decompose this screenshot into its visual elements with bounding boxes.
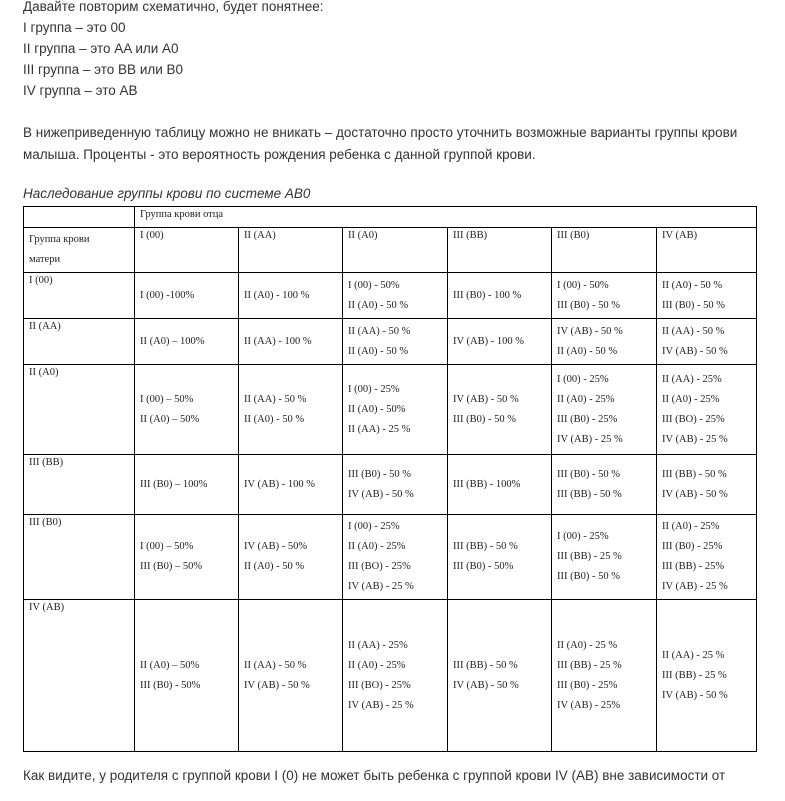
result-cell: [239, 273, 343, 319]
table-row: [24, 319, 757, 365]
result-line: III (B0) - 50%: [140, 679, 201, 691]
result-line: II (A0) - 50 %: [348, 345, 409, 357]
result-cell: [552, 319, 657, 365]
result-line: II (AA) - 25%: [662, 373, 722, 385]
result-line: III (B0) - 25%: [557, 679, 618, 691]
result-line: I (00) – 50%: [140, 541, 194, 552]
result-cell: [657, 273, 757, 319]
result-line: II (AA) - 25%: [348, 639, 408, 651]
result-line: III (B0) - 50 %: [557, 468, 620, 480]
result-line: III (BB) - 50 %: [662, 468, 727, 480]
result-line: IV (AB) - 25 %: [557, 433, 623, 445]
intro-line: I группа – это 00: [23, 20, 126, 35]
result-cell: [657, 600, 757, 752]
result-line: III (BO) - 25%: [348, 679, 411, 691]
column-header-row: [24, 228, 757, 273]
result-line: II (A0) - 25 %: [557, 639, 618, 651]
result-line: III (BO) - 25%: [662, 413, 725, 425]
result-line: IV (AB) - 25 %: [662, 433, 728, 445]
result-cell: [239, 455, 343, 515]
result-cell: [552, 600, 657, 752]
result-line: IV (AB) - 50 %: [557, 325, 623, 337]
table-row: [24, 365, 757, 455]
result-line: II (AA) - 50 %: [244, 659, 307, 671]
intro-line: IV группа – это AB: [23, 83, 138, 98]
row-label: I (00): [24, 273, 135, 319]
result-line: II (A0) - 100 %: [244, 289, 310, 301]
result-cell: [657, 455, 757, 515]
column-header: II (AA): [239, 228, 343, 273]
result-cell: [657, 515, 757, 600]
result-line: III (BB) - 25 %: [557, 659, 622, 671]
result-line: IV (AB) - 50 %: [348, 488, 414, 500]
result-line: II (A0) - 25%: [348, 541, 406, 552]
row-label: III (B0): [24, 515, 135, 600]
result-cell: [448, 319, 552, 365]
result-line: II (A0) - 50 %: [244, 413, 305, 425]
result-line: III (B0) – 50%: [140, 561, 203, 572]
result-line: IV (AB) - 50 %: [244, 679, 310, 691]
result-cell: [552, 273, 657, 319]
father-header: Группа крови отца: [135, 207, 757, 228]
result-cell: [448, 273, 552, 319]
result-cell: [343, 515, 448, 600]
column-header: IV (AB): [657, 228, 757, 273]
result-line: IV (AB) - 25 %: [348, 581, 414, 592]
result-line: III (BB) - 50 %: [557, 488, 622, 500]
result-line: III (B0) - 25%: [662, 541, 723, 552]
row-label: II (A0): [24, 365, 135, 455]
result-line: IV (AB) - 50 %: [453, 393, 519, 405]
result-line: IV (AB) - 50 %: [662, 345, 728, 357]
result-line: IV (AB) - 50 %: [662, 488, 728, 500]
result-line: I (00) -100%: [140, 289, 195, 301]
result-line: II (A0) - 25%: [662, 521, 720, 532]
result-line: II (AA) - 50 %: [244, 393, 307, 405]
result-cell: [239, 365, 343, 455]
result-line: II (A0) - 25%: [557, 393, 615, 405]
table-row: [24, 515, 757, 600]
result-line: IV (AB) - 50%: [244, 541, 308, 552]
intro-line: II группа – это AA или A0: [23, 41, 179, 56]
result-cell: [343, 600, 448, 752]
result-line: I (00) - 25%: [557, 531, 609, 542]
result-line: II (A0) – 50%: [140, 413, 200, 425]
result-line: III (B0) - 50 %: [557, 571, 620, 582]
result-line: III (BB) - 50 %: [453, 541, 518, 552]
table-row: [24, 600, 757, 752]
column-header: I (00): [135, 228, 239, 273]
result-line: II (A0) - 50 %: [244, 561, 305, 572]
result-cell: [135, 273, 239, 319]
result-cell: [343, 455, 448, 515]
result-cell: [552, 455, 657, 515]
explanation-paragraph: В нижеприведенную таблицу можно не вникать – достаточно просто уточнить возможные варианты группы крови малыша. Проценты - это вероятность рождения ребенка с данной группой крови.: [23, 125, 738, 162]
result-line: IV (AB) - 25 %: [662, 581, 728, 592]
result-cell: [552, 515, 657, 600]
result-line: IV (AB) - 25 %: [348, 699, 414, 711]
intro-line: Давайте повторим схематично, будет понятнее:: [23, 0, 324, 14]
result-line: I (00) - 25%: [348, 383, 400, 395]
row-label: IV (AB): [24, 600, 135, 752]
result-line: III (B0) - 50 %: [453, 413, 516, 425]
result-line: II (A0) - 25%: [348, 659, 406, 671]
result-cell: [135, 319, 239, 365]
result-line: II (AA) - 100 %: [244, 335, 312, 347]
result-cell: [448, 365, 552, 455]
result-line: I (00) - 50%: [557, 279, 609, 291]
intro-block: [23, 0, 324, 101]
result-line: III (BB) - 100%: [453, 478, 521, 490]
result-cell: [448, 600, 552, 752]
result-line: III (B0) - 50 %: [557, 299, 620, 311]
result-line: III (B0) - 50%: [453, 561, 514, 572]
result-cell: [343, 319, 448, 365]
result-cell: [657, 319, 757, 365]
result-line: II (A0) - 50 %: [348, 299, 409, 311]
result-line: IV (AB) - 100 %: [453, 335, 524, 347]
mother-header: Группа крови матери: [24, 228, 135, 273]
result-cell: [135, 515, 239, 600]
result-cell: [135, 365, 239, 455]
result-line: IV (AB) - 50 %: [453, 679, 519, 691]
result-line: IV (AB) - 25%: [557, 699, 621, 711]
result-line: III (BB) - 25 %: [662, 669, 727, 681]
result-cell: [239, 600, 343, 752]
result-cell: [552, 365, 657, 455]
result-line: III (B0) - 100 %: [453, 289, 522, 301]
row-label: II (AA): [24, 319, 135, 365]
result-line: II (AA) - 50 %: [348, 325, 411, 337]
result-cell: [657, 365, 757, 455]
intro-line: III группа – это BB или B0: [23, 62, 184, 77]
row-label: III (BB): [24, 455, 135, 515]
result-line: II (AA) - 50 %: [662, 325, 725, 337]
result-cell: [135, 455, 239, 515]
result-line: III (BO) - 25%: [348, 561, 411, 572]
result-cell: [239, 515, 343, 600]
result-cell: [448, 455, 552, 515]
result-cell: [448, 515, 552, 600]
result-line: II (A0) – 100%: [140, 335, 205, 347]
table-caption: Наследование группы крови по системе AB0: [23, 186, 311, 201]
result-line: II (A0) - 50 %: [662, 279, 723, 291]
result-line: II (A0) – 50%: [140, 659, 200, 671]
result-line: III (B0) - 50 %: [348, 468, 411, 480]
result-cell: [343, 273, 448, 319]
result-line: II (A0) - 50%: [348, 403, 406, 415]
footer-text: Как видите, у родителя с группой крови I (0) не может быть ребенка с группой крови IV (AB) вне зависимости от: [23, 768, 726, 783]
result-line: III (B0) - 50 %: [662, 299, 725, 311]
result-line: IV (AB) - 100 %: [244, 478, 315, 490]
result-line: IV (AB) - 50 %: [662, 689, 728, 701]
result-cell: [135, 600, 239, 752]
result-cell: [239, 319, 343, 365]
column-header: II (A0): [343, 228, 448, 273]
result-line: I (00) - 25%: [557, 373, 609, 385]
result-line: III (BB) - 50 %: [453, 659, 518, 671]
result-line: II (A0) - 50 %: [557, 345, 618, 357]
result-line: II (A0) - 25%: [662, 393, 720, 405]
result-line: III (B0) – 100%: [140, 478, 208, 490]
result-line: I (00) - 50%: [348, 279, 400, 291]
table-row: [24, 455, 757, 515]
result-line: III (B0) - 25%: [557, 413, 618, 425]
table-row: [24, 273, 757, 319]
result-line: II (AA) - 25 %: [662, 649, 725, 661]
result-line: III (BB) - 25%: [662, 561, 725, 572]
blood-group-table: [23, 206, 757, 752]
column-header: III (BB): [448, 228, 552, 273]
result-line: II (AA) - 25 %: [348, 423, 411, 435]
result-line: I (00) – 50%: [140, 393, 194, 405]
column-header: III (B0): [552, 228, 657, 273]
result-cell: [343, 365, 448, 455]
result-line: I (00) - 25%: [348, 521, 400, 532]
corner-cell: [24, 207, 135, 228]
result-line: III (BB) - 25 %: [557, 551, 622, 562]
